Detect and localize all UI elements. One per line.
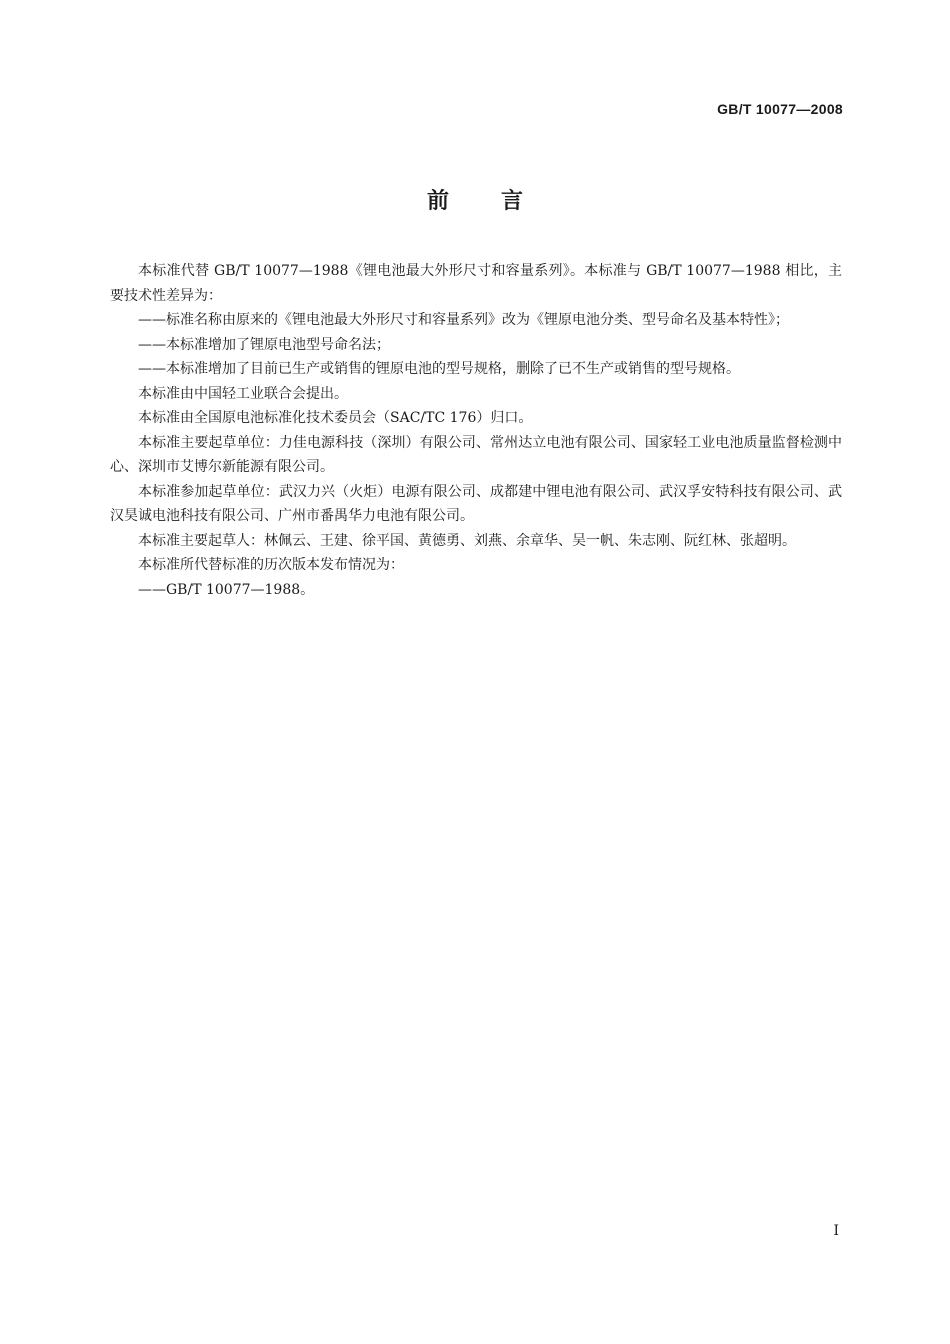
standard-code: GB/T 10077—2008 — [717, 101, 843, 117]
paragraph-drafters: 本标准主要起草人：林佩云、王建、徐平国、黄德勇、刘燕、余章华、吴一帆、朱志刚、阮红林、张超明。 — [138, 532, 796, 549]
paragraph-version-history: 本标准所代替标准的历次版本发布情况为： — [138, 557, 404, 573]
paragraph-committee: 本标准由全国原电池标准化技术委员会（SAC/TC 176）归口。 — [138, 410, 533, 426]
foreword-body — [110, 259, 842, 602]
list-item-previous-version: ——GB/T 10077—1988。 — [138, 581, 315, 598]
paragraph-replacement-intro: 本标准代替 GB/T 10077—1988《锂电池最大外形尺寸和容量系列》。本标准与 GB/T 10077—1988 相比，主要技术性差异为： — [110, 263, 842, 304]
paragraph-proposer: 本标准由中国轻工业联合会提出。 — [138, 385, 348, 402]
list-item-model-specs: ——本标准增加了目前已生产或销售的锂原电池的型号规格，删除了已不生产或销售的型号规格。 — [138, 361, 740, 377]
page-title: 前言 — [426, 189, 575, 214]
paragraph-participating-units: 本标准参加起草单位：武汉力兴（火炬）电源有限公司、成都建中锂电池有限公司、武汉孚安特科技有限公司、武汉昊诚电池科技有限公司、广州市番禺华力电池有限公司。 — [110, 483, 842, 524]
list-item-title-change: ——标准名称由原来的《锂电池最大外形尺寸和容量系列》改为《锂原电池分类、型号命名及基本特性》； — [138, 312, 789, 328]
list-item-naming-method: ——本标准增加了锂原电池型号命名法； — [138, 336, 390, 353]
page-number: I — [833, 1223, 839, 1239]
paragraph-main-drafting-units: 本标准主要起草单位：力佳电源科技（深圳）有限公司、常州达立电池有限公司、国家轻工业电池质量监督检测中心、深圳市艾博尔新能源有限公司。 — [110, 434, 842, 475]
